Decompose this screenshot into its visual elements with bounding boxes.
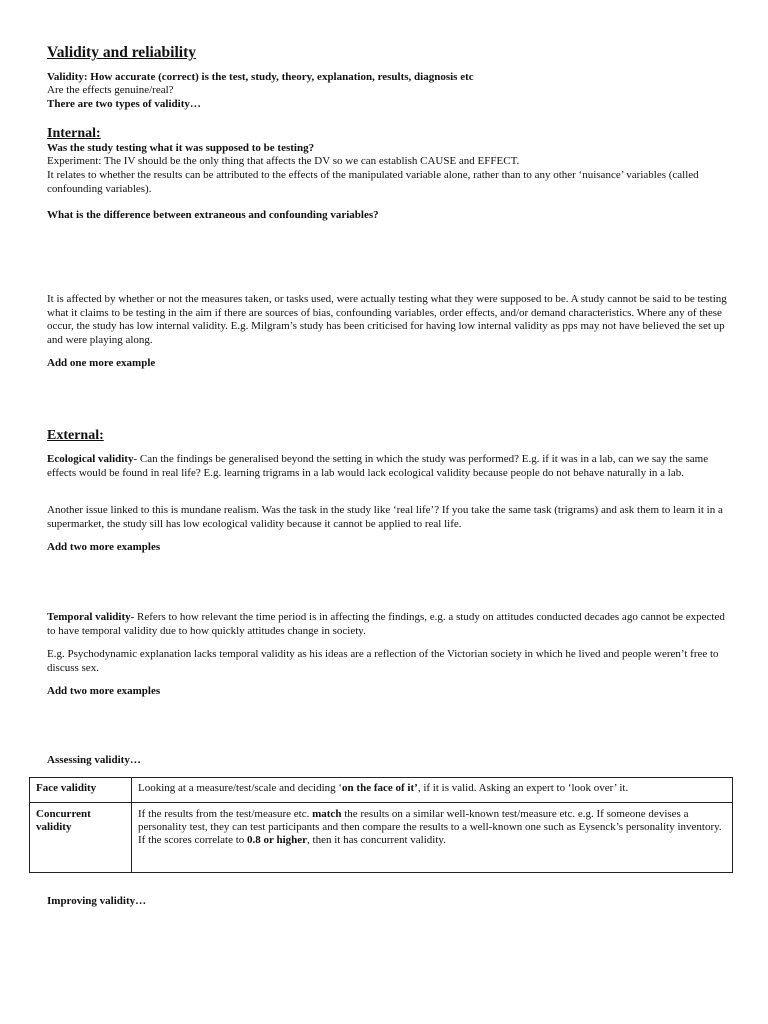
ecological-validity-paragraph — [47, 453, 727, 480]
validity-definition: Validity: How accurate (correct) is the test, study, theory, explanation, results, diagnosis etc — [47, 71, 474, 83]
mundane-realism-paragraph: Another issue linked to this is mundane realism. Was the task in the study like ‘real life’? If you take the same task (trigrams) and ask them to learn it in a supermarket, the study sill has low ecological validity because it cannot be applied to real life. — [47, 504, 723, 530]
concurrent-line2-pre: If the scores correlate to — [138, 834, 248, 846]
assessing-validity-heading: Assessing validity… — [47, 754, 141, 766]
internal-validity-paragraph: It is affected by whether or not the measures taken, or tasks used, were actually testing what they were supposed to be. A study cannot be said to be testing what it claims to be testing in the aim if there are sources of bias, confounding variables, order effects, and/or demand characteristics. Where any of these occur, the study has low internal validity. E.g. Milgram’s study has been criticised for having low internal validity as pps may not have believed the set up and were playing along. — [47, 293, 727, 346]
concurrent-text-post: the results on a similar well-known test/measure etc. e.g. If someone devises a personality test, they can test participants and then compare the results to a well-known one such as Eysenck’s personality inventory. — [138, 808, 722, 833]
internal-heading: Internal: — [47, 126, 101, 141]
internal-experiment-line: Experiment: The IV should be the only thing that affects the DV so we can establish CAUSE and EFFECT. — [47, 155, 520, 167]
face-validity-text-bold: on the face of it’ — [342, 782, 418, 794]
ecological-validity-term: Ecological validity — [47, 453, 134, 465]
improving-validity-heading: Improving validity… — [47, 895, 147, 907]
internal-task: Add one more example — [47, 357, 156, 369]
psychodynamic-paragraph: E.g. Psychodynamic explanation lacks temporal validity as his ideas are a reflection of the Victorian society in which he lived and people weren’t free to discuss sex. — [47, 648, 719, 674]
concurrent-validity-line-1 — [138, 808, 726, 834]
ecological-validity-text: - Can the findings be generalised beyond the setting in which the study was performed? E.g. if it was in a lab, can we say the same effects would be found in real life? E.g. learning trigrams in a lab would lack ecological validity because people do not behave naturally in a lab. — [47, 453, 709, 479]
external-heading: External: — [47, 428, 104, 443]
table-term-cell: Concurrent validity — [30, 803, 132, 873]
concurrent-line2-post: , then it has concurrent validity. — [307, 834, 446, 846]
internal-relates-line: It relates to whether the results can be attributed to the effects of the manipulated variable alone, rather than to any other ‘nuisance’ variables (called confounding variables). — [47, 169, 699, 195]
concurrent-validity-line-2 — [138, 834, 726, 847]
assessing-validity-table — [29, 777, 733, 873]
table-description-cell — [132, 803, 733, 873]
external-task-1: Add two more examples — [47, 541, 161, 553]
concurrent-line2-bold: 0.8 or higher — [247, 834, 308, 846]
table-term-cell: Face validity — [30, 778, 132, 803]
temporal-validity-term: Temporal validity — [47, 611, 131, 623]
table-description-cell — [132, 778, 733, 803]
effects-question: Are the effects genuine/real? — [47, 84, 174, 96]
face-validity-text-post: , if it is valid. Asking an expert to ‘look over’ it. — [417, 782, 629, 794]
internal-question: Was the study testing what it was supposed to be testing? — [47, 142, 315, 154]
types-of-validity: There are two types of validity… — [47, 98, 201, 110]
table-row — [30, 803, 733, 873]
temporal-validity-paragraph — [47, 611, 727, 638]
temporal-validity-text: - Refers to how relevant the time period is in affecting the findings, e.g. a study on attitudes conducted decades ago cannot be expected to have temporal validity due to how quickly attitudes change in society. — [47, 611, 725, 637]
table-row — [30, 778, 733, 803]
extraneous-confounding-question: What is the difference between extraneous and confounding variables? — [47, 209, 379, 221]
external-task-2: Add two more examples — [47, 685, 161, 697]
page-title: Validity and reliability — [47, 44, 197, 61]
concurrent-text-bold: match — [312, 808, 342, 820]
concurrent-text-pre: If the results from the test/measure etc. — [138, 808, 313, 820]
face-validity-text-pre: Looking at a measure/test/scale and deciding ‘ — [138, 782, 343, 794]
